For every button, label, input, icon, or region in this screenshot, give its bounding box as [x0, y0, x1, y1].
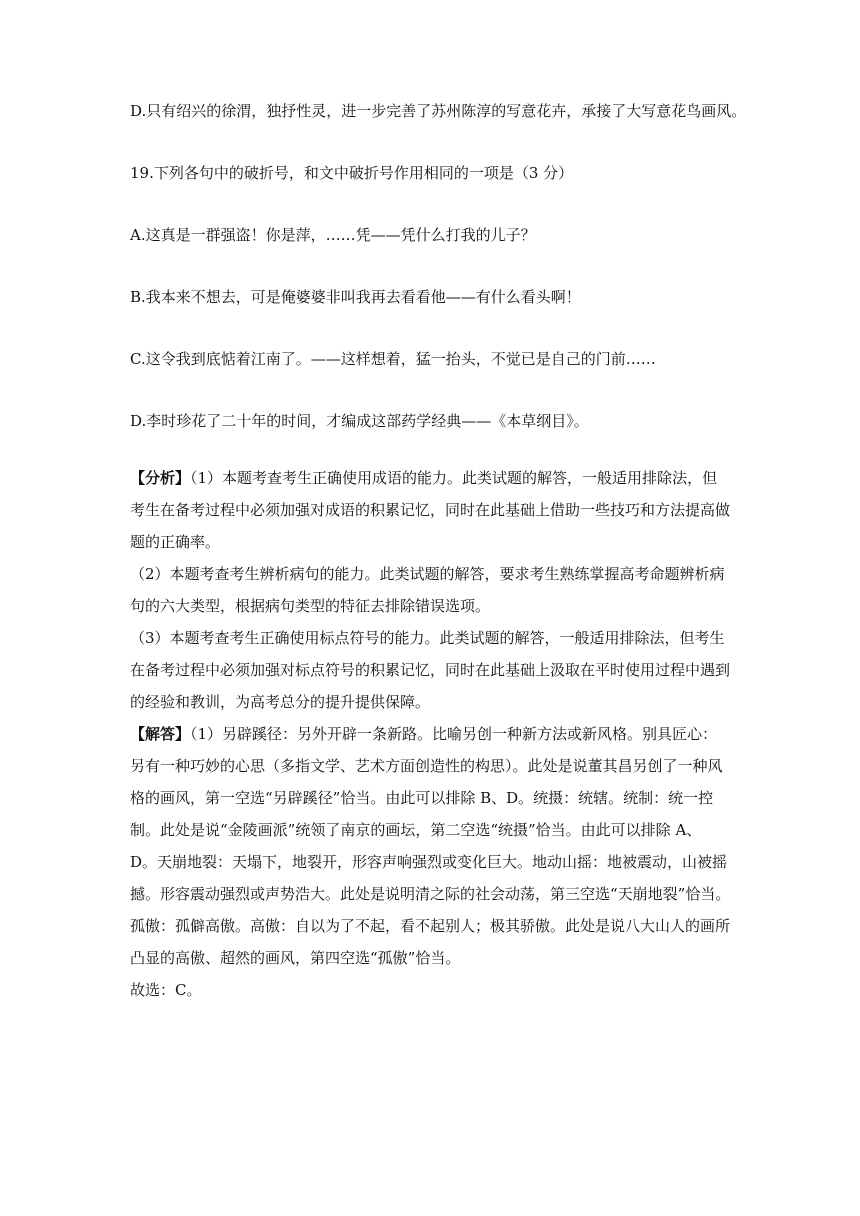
analysis-p3-line-3: 的经验和教训，为高考总分的提升提供保障。 — [130, 693, 431, 711]
analysis-p3-line-2: 在备考过程中必须加强对标点符号的积累记忆，同时在此基础上汲取在平时使用过程中遇到 — [130, 661, 731, 679]
question-19-option-a: A.这真是一群强盗！你是萍，……凭——凭什么打我的儿子？ — [130, 226, 536, 244]
analysis-heading: 【分析】 — [130, 469, 191, 487]
question-19-stem: 19.下列各句中的破折号，和文中破折号作用相同的一项是（3 分） — [130, 164, 574, 182]
analysis-line-1 — [130, 462, 760, 494]
question-19-option-d: D.李时珍花了二十年的时间，才编成这部药学经典——《本草纲目》。 — [130, 412, 589, 430]
analysis-p1-line-1: （1）本题考查考生正确使用成语的能力。此类试题的解答，一般适用排除法，但 — [190, 469, 718, 487]
option-d-prev: D.只有绍兴的徐渭，独抒性灵，进一步完善了苏州陈淳的写意花卉，承接了大写意花鸟画风。 — [130, 102, 747, 120]
answer-text-line-4: 制。此处是说“金陵画派”统领了南京的画坛，第二空选“统摄”恰当。由此可以排除 A、 — [130, 821, 702, 839]
answer-text-line-5: D。天崩地裂：天塌下，地裂开，形容声响强烈或变化巨大。地动山摇：地被震动，山被摇 — [130, 853, 728, 871]
answer-text-line-3: 格的画风，第一空选“另辟蹊径”恰当。由此可以排除 B、D。统摄：统辖。统制：统一控 — [130, 789, 714, 807]
question-19-option-b: B.我本来不想去，可是俺婆婆非叫我再去看看他——有什么看头啊！ — [130, 288, 581, 306]
analysis-section — [130, 462, 760, 718]
answer-section — [130, 718, 760, 1006]
answer-heading: 【解答】 — [130, 725, 191, 743]
answer-line-1 — [130, 718, 760, 750]
analysis-p1-line-2: 考生在备考过程中必须加强对成语的积累记忆，同时在此基础上借助一些技巧和方法提高做 — [130, 501, 731, 519]
analysis-p3-line-1: （3）本题考查考生正确使用标点符号的能力。此类试题的解答，一般适用排除法，但考生 — [130, 629, 725, 647]
answer-text-line-7: 孤傲：孤僻高傲。高傲：自以为了不起，看不起别人；极其骄傲。此处是说八大山人的画所 — [130, 917, 731, 935]
answer-text-line-1: （1）另辟蹊径：另外开辟一条新路。比喻另创一种新方法或新风格。别具匠心： — [190, 725, 718, 743]
analysis-p1-line-3: 题的正确率。 — [130, 533, 221, 551]
answer-text-line-6: 撼。形容震动强烈或声势浩大。此处是说明清之际的社会动荡，第三空选“天崩地裂”恰当。 — [130, 885, 731, 903]
analysis-p2-line-2: 句的六大类型，根据病句类型的特征去排除错误选项。 — [130, 597, 491, 615]
answer-conclusion: 故选：C。 — [130, 981, 202, 999]
answer-text-line-8: 凸显的高傲、超然的画风，第四空选“孤傲”恰当。 — [130, 949, 461, 967]
analysis-p2-line-1: （2）本题考查考生辨析病句的能力。此类试题的解答，要求考生熟练掌握高考命题辨析病 — [130, 565, 725, 583]
question-19-option-c: C.这令我到底惦着江南了。——这样想着，猛一抬头，不觉已是自己的门前…… — [130, 350, 656, 368]
answer-text-line-2: 另有一种巧妙的心思（多指文学、艺术方面创造性的构思）。此处是说董其昌另创了一种风 — [130, 757, 723, 775]
